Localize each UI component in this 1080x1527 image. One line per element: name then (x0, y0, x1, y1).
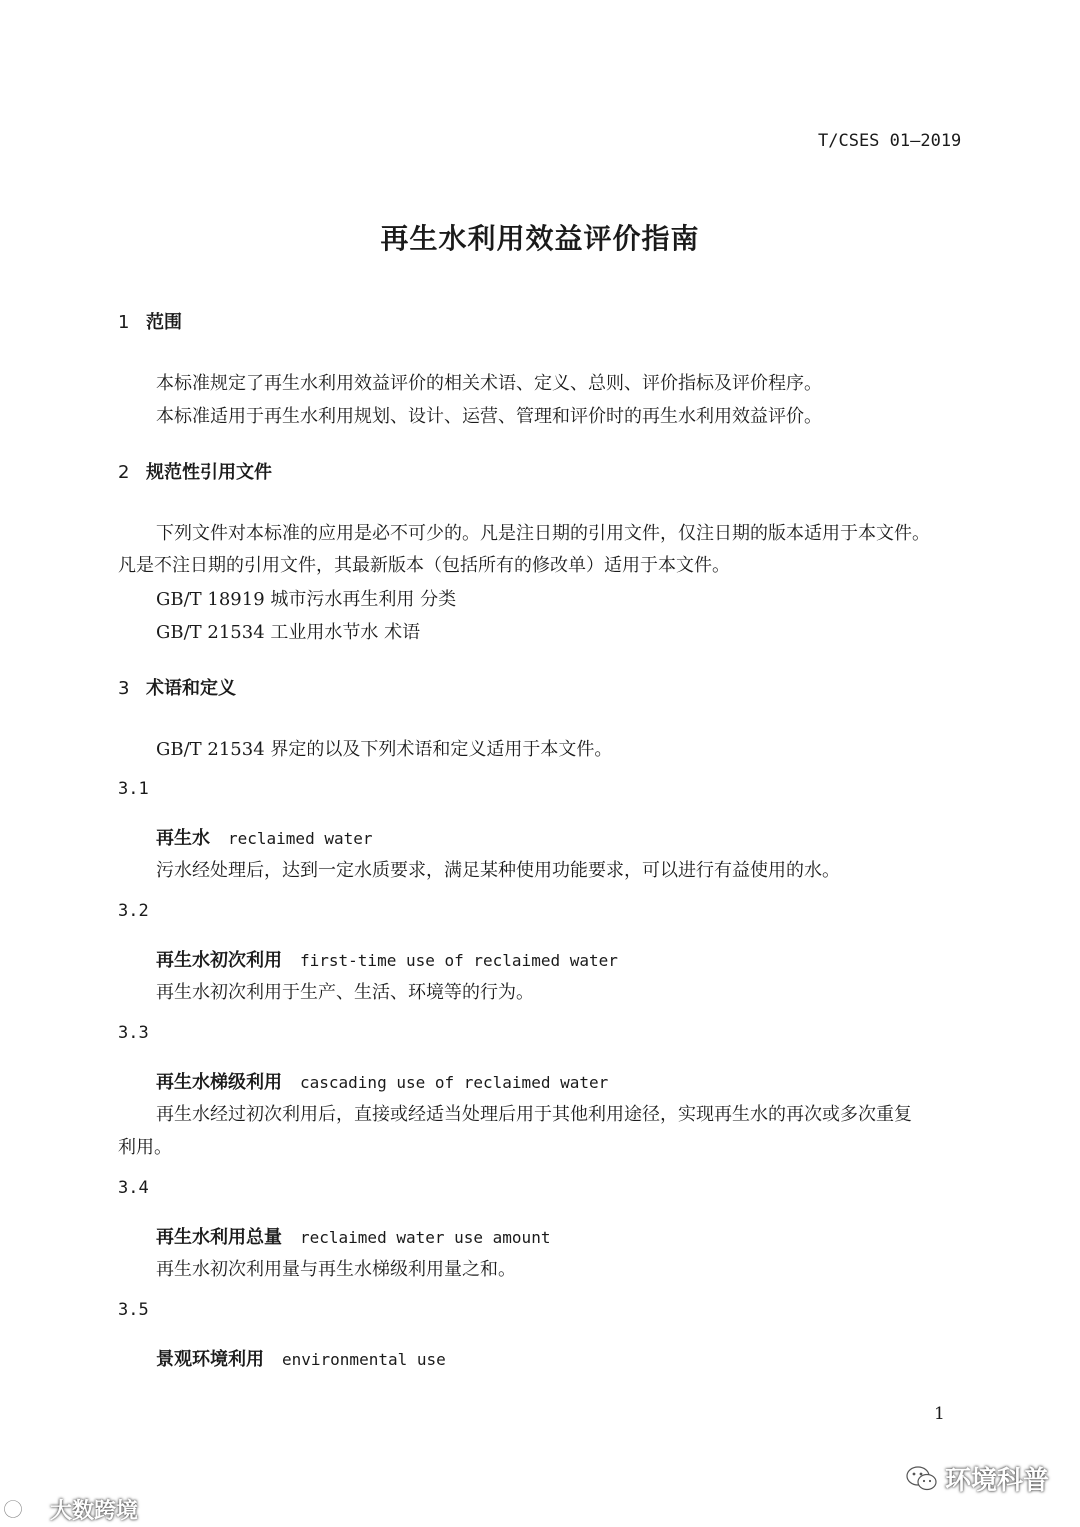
term-heading (156, 1345, 446, 1371)
watermark-text: 环境科普 (945, 1466, 1050, 1496)
term-heading (156, 1223, 550, 1249)
watermark-left (4, 1494, 138, 1525)
subsection-number: 3.4 (118, 1178, 149, 1198)
term-heading (156, 1068, 608, 1094)
paragraph: 凡是不注日期的引用文件，其最新版本（包括所有的修改单）适用于本文件。 (118, 555, 730, 576)
term-definition: 利用。 (118, 1137, 172, 1158)
section-number: 2 (118, 462, 130, 483)
term-definition: 再生水经过初次利用后，直接或经适当处理后用于其他利用途径，实现再生水的再次或多次重复 (156, 1104, 912, 1125)
page-number: 1 (934, 1404, 945, 1424)
term-zh: 再生水梯级利用 (156, 1072, 282, 1093)
section-1-heading (118, 308, 182, 334)
subsection-number: 3.5 (118, 1300, 149, 1320)
section-title: 术语和定义 (146, 678, 236, 699)
term-zh: 再生水初次利用 (156, 950, 282, 971)
term-en: reclaimed water use amount (300, 1228, 551, 1247)
term-heading (156, 946, 618, 972)
page-title: 再生水利用效益评价指南 (380, 222, 700, 255)
section-number: 1 (118, 312, 130, 333)
watermark-text: 大数跨境 (50, 1499, 139, 1524)
doc-code: T/CSES 01—2019 (818, 131, 962, 151)
term-en: environmental use (282, 1350, 446, 1369)
section-title: 范围 (146, 312, 182, 333)
brand-logo-icon (4, 1497, 48, 1523)
paragraph: 下列文件对本标准的应用是必不可少的。凡是注日期的引用文件，仅注日期的版本适用于本文件。 (156, 523, 930, 544)
term-zh: 再生水 (156, 828, 210, 849)
term-definition: 再生水初次利用量与再生水梯级利用量之和。 (156, 1259, 516, 1280)
section-title: 规范性引用文件 (146, 462, 272, 483)
term-definition: 再生水初次利用于生产、生活、环境等的行为。 (156, 982, 534, 1003)
term-en: first-time use of reclaimed water (300, 951, 618, 970)
reference-item: GB/T 21534 工业用水节水 术语 (156, 622, 421, 643)
paragraph: GB/T 21534 界定的以及下列术语和定义适用于本文件。 (156, 739, 613, 760)
section-number: 3 (118, 678, 130, 699)
term-definition: 污水经处理后，达到一定水质要求，满足某种使用功能要求，可以进行有益使用的水。 (156, 860, 840, 881)
term-zh: 再生水利用总量 (156, 1227, 282, 1248)
reference-item: GB/T 18919 城市污水再生利用 分类 (156, 589, 457, 610)
term-en: reclaimed water (228, 829, 373, 848)
section-2-heading (118, 458, 272, 484)
wechat-icon (905, 1464, 939, 1494)
section-3-heading (118, 674, 236, 700)
term-heading (156, 824, 373, 850)
subsection-number: 3.3 (118, 1023, 149, 1043)
term-zh: 景观环境利用 (156, 1349, 264, 1370)
subsection-number: 3.1 (118, 779, 149, 799)
paragraph: 本标准规定了再生水利用效益评价的相关术语、定义、总则、评价指标及评价程序。 (156, 373, 822, 394)
subsection-number: 3.2 (118, 901, 149, 921)
watermark-right (905, 1460, 1049, 1497)
term-en: cascading use of reclaimed water (300, 1073, 609, 1092)
paragraph: 本标准适用于再生水利用规划、设计、运营、管理和评价时的再生水利用效益评价。 (156, 406, 822, 427)
